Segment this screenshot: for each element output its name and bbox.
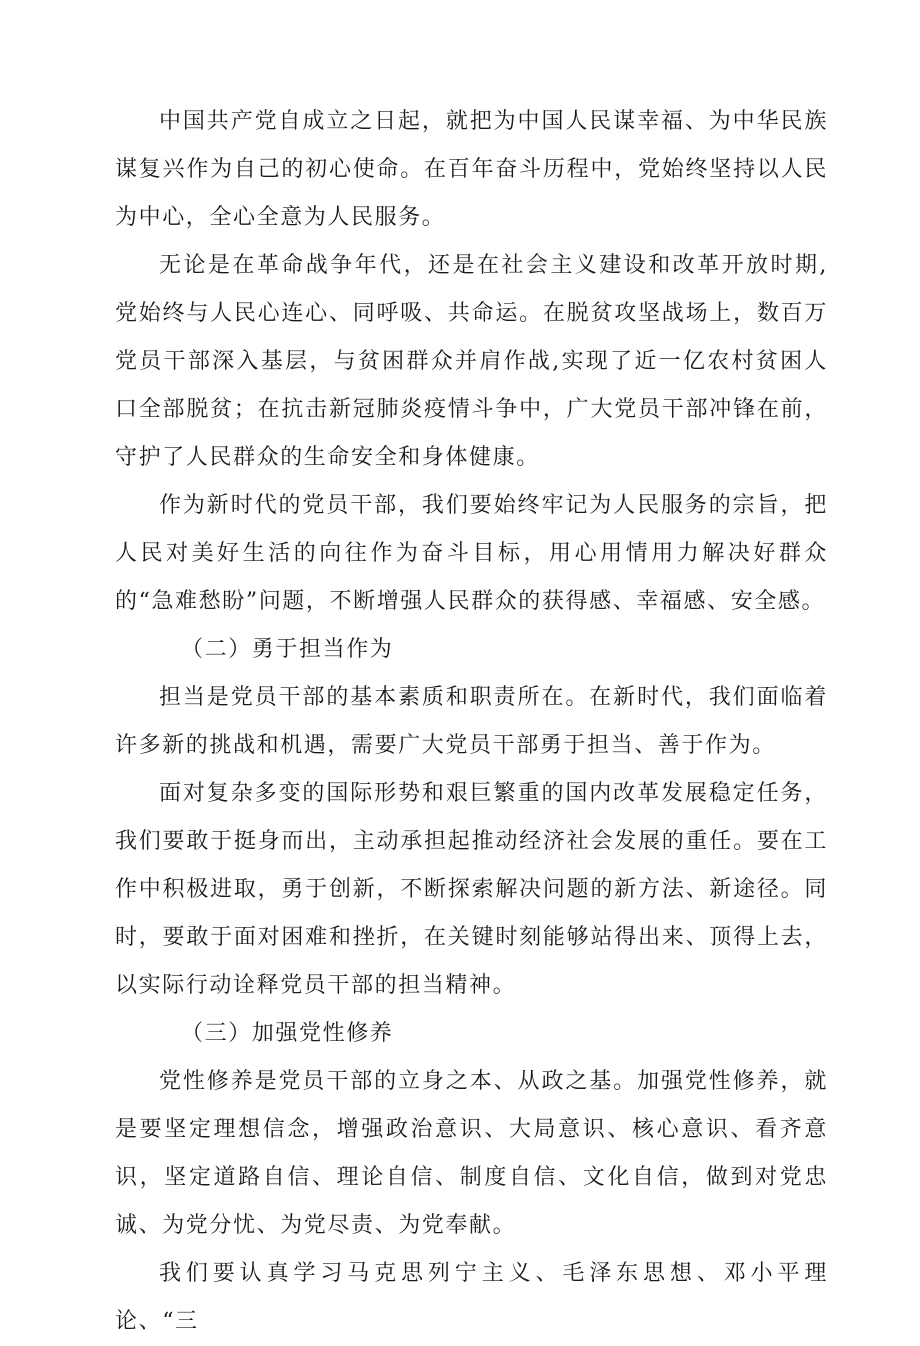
paragraph: 作为新时代的党员干部，我们要始终牢记为人民服务的宗旨，把人民对美好生活的向往作为奋斗目标，用心用情用力解决好群众的“急难愁盼”问题，不断增强人民群众的获得感、幸福感、安全感。 [115, 493, 828, 614]
paragraph: 无论是在革命战争年代，还是在社会主义建设和改革开放时期,党始终与人民心连心、同呼吸、共命运。在脱贫攻坚战场上，数百万党员干部深入基层，与贫困群众并肩作战,实现了近一亿农村贫困人口全部脱贫；在抗击新冠肺炎疫情斗争中，广大党员干部冲锋在前，守护了人民群众的生命安全和身体健康。 [115, 253, 828, 470]
section-heading: （二）勇于担当作为 [181, 637, 394, 662]
paragraph: 中国共产党自成立之日起，就把为中国人民谋幸福、为中华民族谋复兴作为自己的初心使命。在百年奋斗历程中，党始终坚持以人民为中心，全心全意为人民服务。 [115, 109, 828, 230]
paragraph: 面对复杂多变的国际形势和艰巨繁重的国内改革发展稳定任务，我们要敢于挺身而出，主动承担起推动经济社会发展的重任。要在工作中积极进取，勇于创新，不断探索解决问题的新方法、新途径。同时，要敢于面对困难和挫折，在关键时刻能够站得出来、顶得上去，以实际行动诠释党员干部的担当精神。 [115, 781, 828, 998]
paragraph: 党性修养是党员干部的立身之本、从政之基。加强党性修养，就是要坚定理想信念，增强政治意识、大局意识、核心意识、看齐意识，坚定道路自信、理论自信、制度自信、文化自信，做到对党忠诚、为党分忧、为党尽责、为党奉献。 [115, 1069, 828, 1238]
document-body [115, 98, 828, 1346]
paragraph: 我们要认真学习马克思列宁主义、毛泽东思想、邓小平理论、“三 [115, 1261, 828, 1334]
paragraph: 担当是党员干部的基本素质和职责所在。在新时代，我们面临着许多新的挑战和机遇，需要广大党员干部勇于担当、善于作为。 [115, 685, 828, 758]
section-heading: （三）加强党性修养 [181, 1021, 394, 1046]
